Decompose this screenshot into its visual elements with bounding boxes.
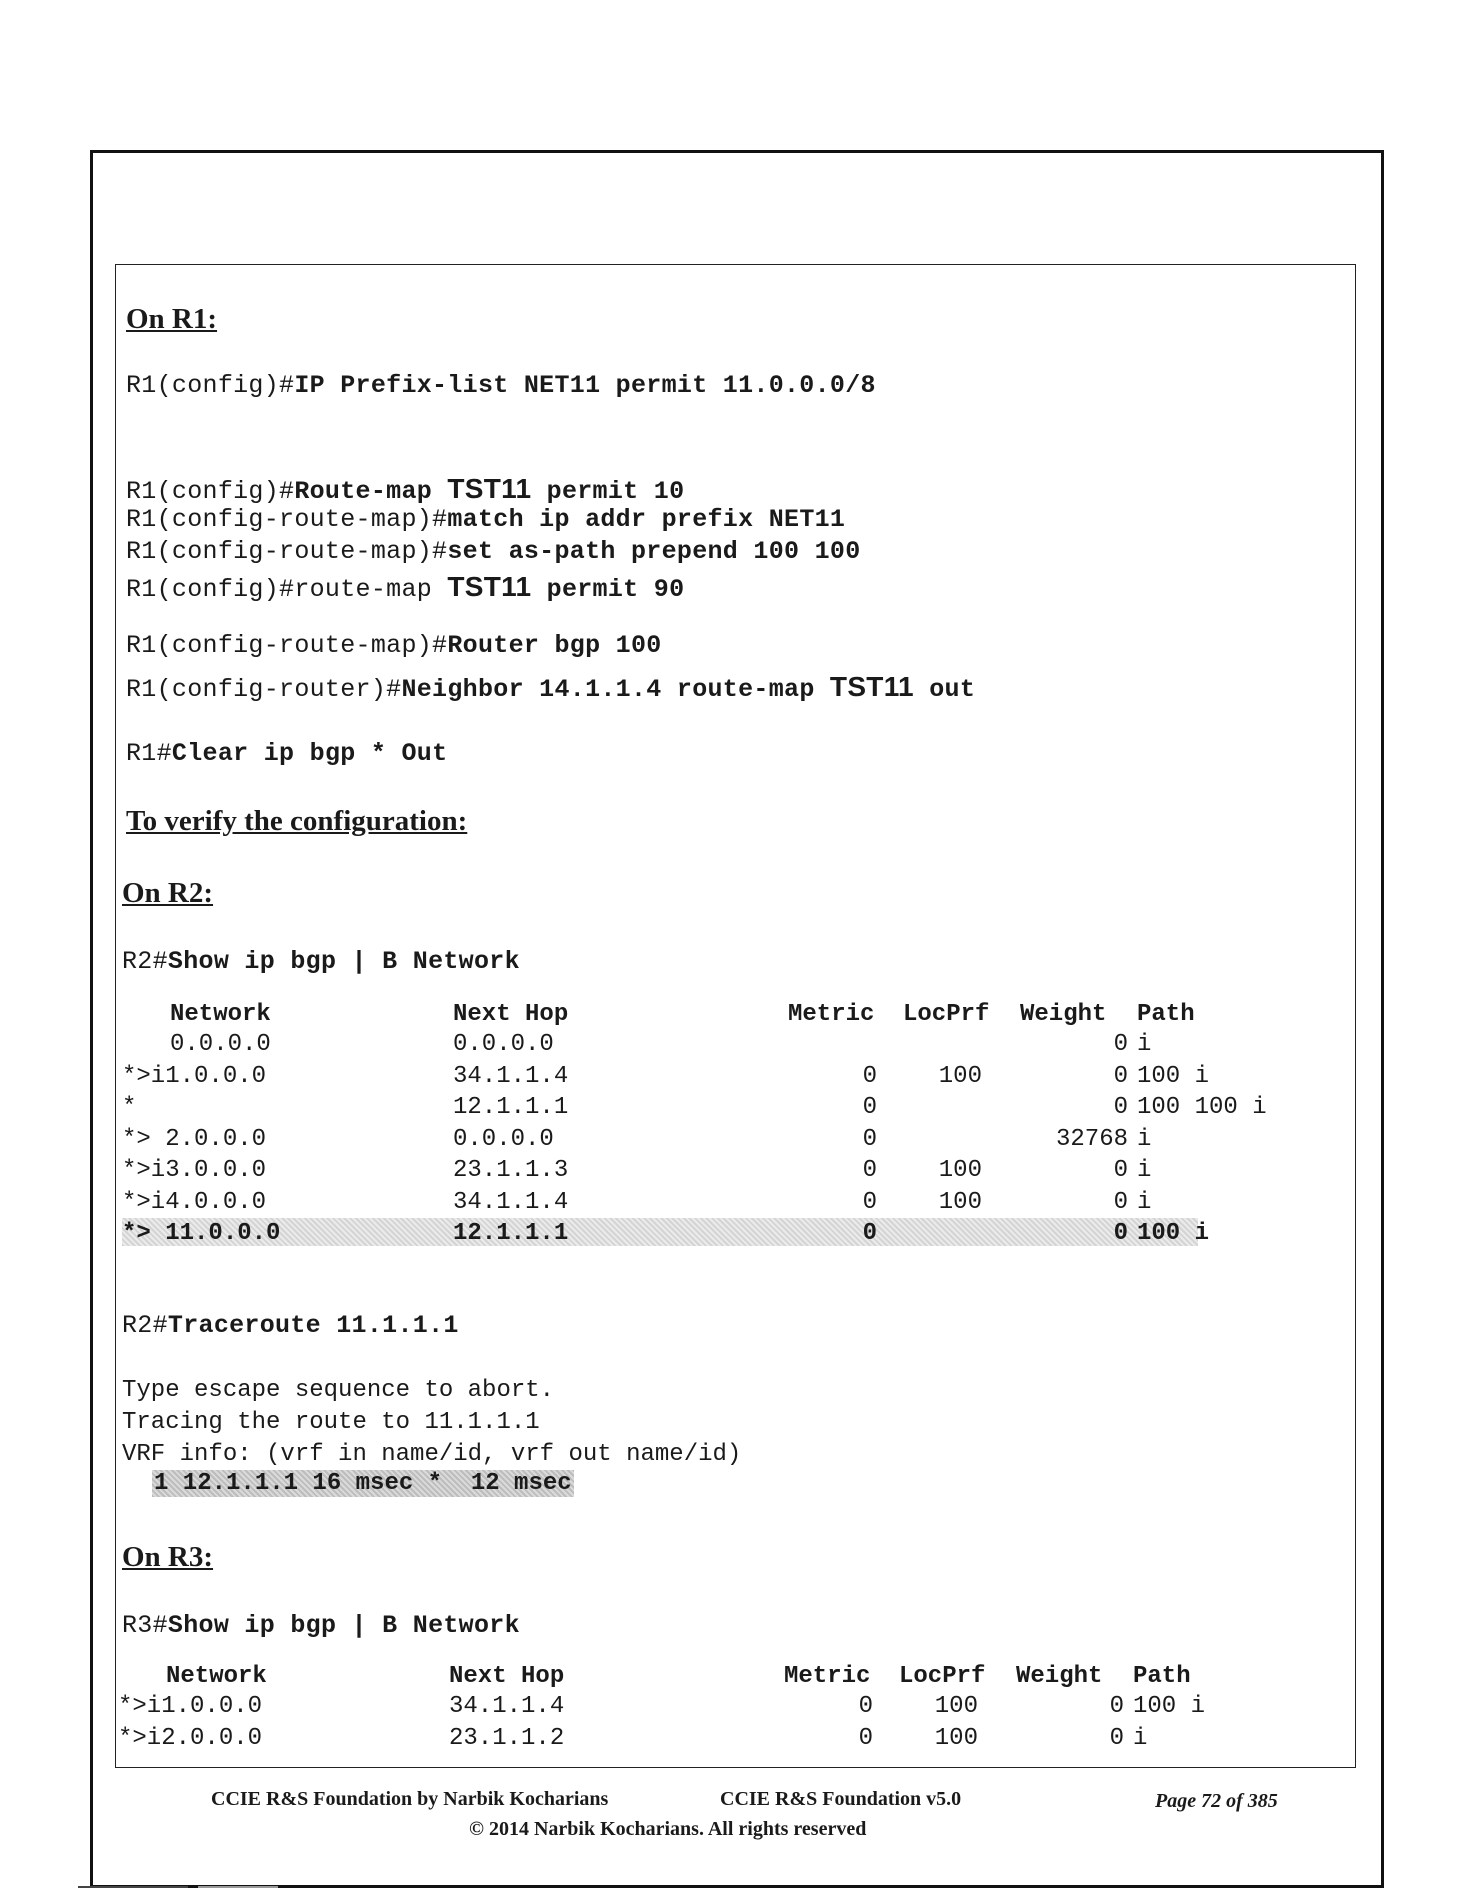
cell-network: 0.0.0.0 xyxy=(170,1031,271,1058)
table-header-locprf: LocPrf xyxy=(899,1663,986,1690)
prompt: R2# xyxy=(122,947,168,976)
prompt: R1(config-route-map)# xyxy=(126,631,448,660)
cell-path: i xyxy=(1137,1125,1152,1153)
trace-hop-highlight: 1 12.1.1.1 16 msec * 12 msec xyxy=(154,1470,572,1497)
table-header-metric: Metric xyxy=(784,1663,871,1690)
prompt: R3# xyxy=(122,1611,168,1640)
cell-network: *>i3.0.0.0 xyxy=(122,1157,267,1184)
cell-network: * xyxy=(122,1094,137,1121)
cell-path: i xyxy=(1137,1188,1152,1216)
cell-network: *>i1.0.0.0 xyxy=(118,1693,263,1720)
table-header-metric: Metric xyxy=(788,1001,875,1028)
cell-nexthop: 23.1.1.3 xyxy=(453,1157,569,1184)
prompt: R1(config-route-map)# xyxy=(126,505,448,534)
table-header-nexthop: Next Hop xyxy=(449,1663,565,1690)
cell-weight: 0 xyxy=(1113,1157,1128,1184)
content-box xyxy=(115,264,1356,1768)
prompt: R1# xyxy=(126,739,172,768)
prompt: R1(config)# xyxy=(126,371,295,400)
cell-network: *> 11.0.0.0 xyxy=(122,1220,281,1247)
command-tail: out xyxy=(913,675,976,704)
cell-nexthop: 34.1.1.4 xyxy=(449,1693,565,1720)
cell-nexthop: 23.1.1.2 xyxy=(449,1724,565,1752)
cell-weight: 0 xyxy=(1113,1031,1128,1058)
prompt: R1(config-route-map)# xyxy=(126,537,448,566)
scan-artifact-line xyxy=(78,1886,278,1888)
table-header-path: Path xyxy=(1133,1663,1191,1690)
command: Show ip bgp | B Network xyxy=(167,947,520,976)
cell-network: *>i2.0.0.0 xyxy=(118,1724,263,1752)
command: Show ip bgp | B Network xyxy=(167,1611,520,1640)
r1-config-line-3 xyxy=(126,505,845,534)
cell-path: i xyxy=(1137,1157,1152,1184)
r2-bgp-table xyxy=(122,1001,1342,1247)
prompt: R1(config-router)# xyxy=(126,675,402,704)
table-header-network: Network xyxy=(166,1663,267,1690)
r2-traceroute-command xyxy=(122,1311,459,1340)
cell-weight: 0 xyxy=(1113,1094,1128,1121)
table-header-weight: Weight xyxy=(1016,1663,1103,1690)
cell-network: *> 2.0.0.0 xyxy=(122,1125,267,1153)
cell-weight: 0 xyxy=(1113,1220,1128,1247)
cell-locprf: 100 xyxy=(938,1188,982,1216)
command: match ip addr prefix NET11 xyxy=(447,505,846,534)
cell-metric: 0 xyxy=(862,1125,877,1153)
r3-bgp-table xyxy=(118,1663,1338,1763)
cell-nexthop: 0.0.0.0 xyxy=(453,1031,554,1058)
r2-show-command xyxy=(122,947,520,976)
table-header-network: Network xyxy=(170,1001,271,1028)
command: Clear ip bgp * Out xyxy=(171,739,448,768)
heading-verify: To verify the configuration: xyxy=(126,805,468,837)
cell-network: *>i4.0.0.0 xyxy=(122,1188,267,1216)
cell-weight: 0 xyxy=(1109,1724,1124,1752)
cell-path: 100 i xyxy=(1137,1220,1210,1247)
command-tail: permit 90 xyxy=(531,575,685,604)
r1-config-line-6 xyxy=(126,631,662,660)
cell-weight: 0 xyxy=(1113,1188,1128,1216)
command-tail: permit 10 xyxy=(531,477,685,506)
cell-weight: 0 xyxy=(1113,1062,1128,1090)
command: Neighbor 14.1.1.4 route-map xyxy=(401,675,830,704)
prompt: R1(config)# xyxy=(126,477,295,506)
r1-config-line-4 xyxy=(126,537,861,566)
cell-nexthop: 34.1.1.4 xyxy=(453,1188,569,1216)
cell-locprf: 100 xyxy=(934,1724,978,1752)
trace-output-line-3: VRF info: (vrf in name/id, vrf out name/id) xyxy=(122,1441,742,1468)
heading-on-r2: On R2: xyxy=(122,877,214,909)
r1-config-line-5 xyxy=(126,571,684,604)
table-header-nexthop: Next Hop xyxy=(453,1001,569,1028)
command: IP Prefix-list NET11 permit 11.0.0.0/8 xyxy=(294,371,876,400)
cell-weight: 0 xyxy=(1109,1693,1124,1720)
cell-metric: 0 xyxy=(858,1693,873,1720)
r1-config-line-2 xyxy=(126,473,684,506)
cell-metric: 0 xyxy=(862,1062,877,1090)
table-header-weight: Weight xyxy=(1020,1001,1107,1028)
footer-copyright: © 2014 Narbik Kocharians. All rights reserved xyxy=(469,1818,867,1840)
row-highlight xyxy=(122,1218,1198,1246)
cell-network: *>i1.0.0.0 xyxy=(122,1062,267,1090)
prompt: R2# xyxy=(122,1311,168,1340)
table-header-locprf: LocPrf xyxy=(903,1001,990,1028)
heading-on-r3: On R3: xyxy=(122,1541,214,1573)
trace-output-line-2: Tracing the route to 11.1.1.1 xyxy=(122,1409,540,1436)
cell-path: 100 100 i xyxy=(1137,1094,1267,1121)
cell-path: 100 i xyxy=(1137,1062,1210,1090)
cell-metric: 0 xyxy=(862,1157,877,1184)
r3-show-command xyxy=(122,1611,520,1640)
footer-left: CCIE R&S Foundation by Narbik Kocharians xyxy=(211,1788,609,1810)
cell-path: i xyxy=(1133,1724,1148,1752)
footer-middle: CCIE R&S Foundation v5.0 xyxy=(720,1788,962,1810)
cell-nexthop: 12.1.1.1 xyxy=(453,1220,569,1247)
cell-metric: 0 xyxy=(858,1724,873,1752)
cell-metric: 0 xyxy=(862,1094,877,1121)
route-map-name: TST11 xyxy=(447,473,532,504)
trace-output-line-1: Type escape sequence to abort. xyxy=(122,1377,555,1404)
cell-locprf: 100 xyxy=(938,1157,982,1184)
route-map-name: TST11 xyxy=(447,571,532,602)
heading-on-r1: On R1: xyxy=(126,303,218,335)
cell-locprf: 100 xyxy=(938,1062,982,1090)
footer-page-number: Page 72 of 385 xyxy=(1155,1790,1278,1812)
r1-config-line-7 xyxy=(126,671,975,704)
prompt: R1(config)#route-map xyxy=(126,575,448,604)
cell-locprf: 100 xyxy=(934,1693,978,1720)
cell-metric: 0 xyxy=(862,1188,877,1216)
r1-config-line-8 xyxy=(126,739,447,768)
cell-nexthop: 34.1.1.4 xyxy=(453,1062,569,1090)
command: Router bgp 100 xyxy=(447,631,662,660)
cell-metric: 0 xyxy=(862,1220,877,1247)
cell-path: 100 i xyxy=(1133,1693,1206,1720)
r1-config-line-1 xyxy=(126,371,876,400)
cell-weight: 32768 xyxy=(1055,1125,1128,1153)
cell-nexthop: 12.1.1.1 xyxy=(453,1094,569,1121)
command: set as-path prepend 100 100 xyxy=(447,537,861,566)
route-map-name: TST11 xyxy=(829,671,914,702)
cell-path: i xyxy=(1137,1031,1152,1058)
cell-nexthop: 0.0.0.0 xyxy=(453,1125,554,1153)
table-header-path: Path xyxy=(1137,1001,1195,1028)
command: Traceroute 11.1.1.1 xyxy=(167,1311,459,1340)
command: Route-map xyxy=(294,477,448,506)
